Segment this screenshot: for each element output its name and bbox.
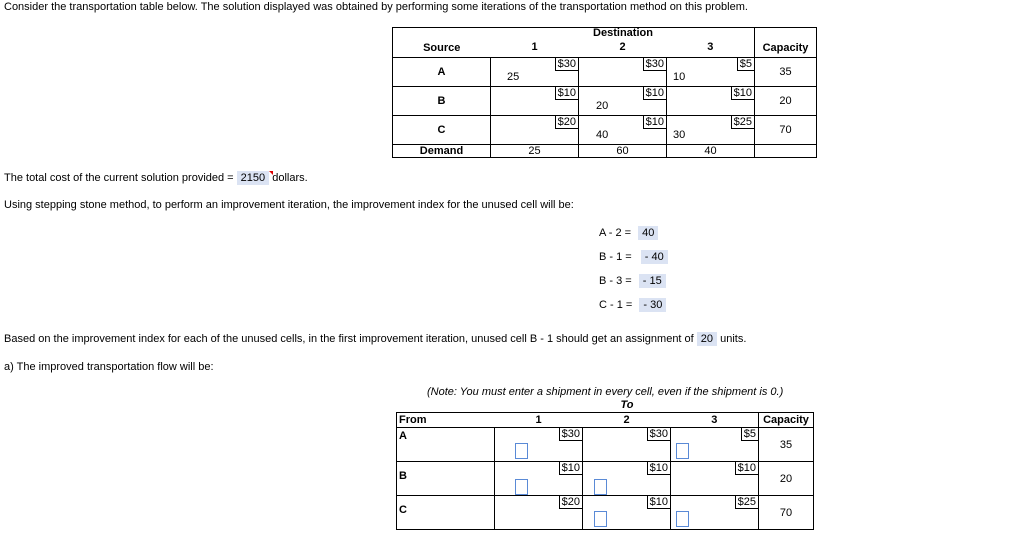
demand-row	[393, 145, 817, 158]
index-label: B - 1 =	[599, 251, 632, 263]
shipment-input[interactable]	[676, 443, 689, 459]
from-c-label: C	[397, 496, 495, 530]
index-value[interactable]: - 40	[641, 250, 668, 264]
demand-3: 40	[667, 145, 755, 158]
index-label: B - 3 =	[599, 275, 632, 287]
index-row	[599, 227, 658, 239]
cost-label: $10	[555, 87, 578, 100]
shipment-input[interactable]	[515, 479, 528, 495]
stepping-stone-text: Using stepping stone method, to perform an improvement iteration, the improvement index for the unused cell will be:	[4, 199, 574, 211]
index-value[interactable]: - 15	[639, 274, 666, 288]
capacity-header: Capacity	[755, 28, 817, 58]
cost-label: $25	[735, 496, 758, 509]
cost-label: $30	[647, 428, 670, 441]
cell-b1	[495, 462, 583, 496]
index-label: A - 2 =	[599, 227, 632, 239]
demand-2: 60	[579, 145, 667, 158]
demand-1: 25	[491, 145, 579, 158]
dest-header-1: 1	[495, 413, 583, 428]
cost-label: $20	[555, 116, 578, 129]
cell-a3	[667, 58, 755, 87]
cost-label: $20	[559, 496, 582, 509]
cell-c3	[671, 496, 759, 530]
demand-label: Demand	[393, 145, 491, 158]
dest-header-2: 2	[583, 413, 671, 428]
table-row	[393, 116, 817, 145]
note-text: (Note: You must enter a shipment in every cell, even if the shipment is 0.)	[427, 386, 784, 398]
cost-label: $30	[559, 428, 582, 441]
shipment-input[interactable]	[594, 511, 607, 527]
cell-c2	[583, 496, 671, 530]
part-a-text: a) The improved transportation flow will be:	[4, 361, 214, 373]
capacity-header: Capacity	[759, 413, 814, 428]
cost-label: $30	[555, 58, 578, 71]
dest-header-1: 1	[491, 28, 579, 58]
source-c-label: C	[393, 116, 491, 145]
index-value[interactable]: - 30	[639, 298, 666, 312]
total-cost-prefix: The total cost of the current solution provided =	[4, 172, 234, 184]
cost-label: $10	[647, 462, 670, 475]
table-row	[393, 87, 817, 116]
destination-label: Destination	[593, 27, 653, 39]
cell-a1	[491, 58, 579, 87]
cell-c1	[495, 496, 583, 530]
allocation-value: 30	[673, 129, 686, 141]
cost-label: $10	[731, 87, 754, 100]
from-header: From	[397, 413, 495, 428]
source-b-label: B	[393, 87, 491, 116]
cell-c2	[579, 116, 667, 145]
assignment-value[interactable]: 20	[697, 332, 717, 346]
capacity-a: 35	[759, 428, 814, 462]
intro-text: Consider the transportation table below. The solution displayed was obtained by performing some iterations of the transportation method on this problem.	[4, 1, 748, 13]
table-row	[393, 58, 817, 87]
from-b-label: B	[397, 462, 495, 496]
index-label: C - 1 =	[599, 299, 633, 311]
cost-label: $10	[647, 496, 670, 509]
dest-header-2: 2	[579, 28, 667, 58]
assignment-suffix: units.	[720, 333, 747, 345]
to-label: To	[620, 399, 634, 411]
cell-c1	[491, 116, 579, 145]
cost-label: $10	[643, 87, 666, 100]
cell-b2	[579, 87, 667, 116]
source-a-label: A	[393, 58, 491, 87]
table-row	[397, 462, 814, 496]
table-row	[397, 428, 814, 462]
cost-label: $30	[643, 58, 666, 71]
cell-b3	[667, 87, 755, 116]
cell-a2	[579, 58, 667, 87]
cell-a1	[495, 428, 583, 462]
assignment-prefix: Based on the improvement index for each of the unused cells, in the first improvement iteration, unused cell B - 1 should get an assignment of	[4, 333, 694, 345]
index-row	[599, 299, 666, 311]
total-cost-value[interactable]: 2150	[237, 171, 269, 185]
capacity-c: 70	[755, 116, 817, 145]
table-row	[397, 496, 814, 530]
cost-label: $10	[735, 462, 758, 475]
allocation-value: 10	[673, 71, 686, 83]
capacity-b: 20	[755, 87, 817, 116]
cost-label: $10	[643, 116, 666, 129]
index-row	[599, 251, 668, 263]
capacity-a: 35	[755, 58, 817, 87]
demand-capacity-empty	[755, 145, 817, 158]
assignment-line	[4, 333, 746, 345]
cell-c3	[667, 116, 755, 145]
cell-a2	[583, 428, 671, 462]
from-a-label: A	[397, 428, 495, 462]
comment-marker-icon	[269, 171, 273, 175]
index-row	[599, 275, 666, 287]
shipment-input[interactable]	[594, 479, 607, 495]
allocation-value: 40	[596, 129, 609, 141]
shipment-input[interactable]	[676, 511, 689, 527]
cost-label: $25	[731, 116, 754, 129]
cost-label: $5	[741, 428, 758, 441]
cell-b2	[583, 462, 671, 496]
dest-header-3: 3	[671, 413, 759, 428]
allocation-value: 20	[596, 100, 609, 112]
source-header: Source	[393, 28, 491, 58]
cell-a3	[671, 428, 759, 462]
capacity-b: 20	[759, 462, 814, 496]
allocation-value: 25	[507, 71, 520, 83]
dest-header-3: 3	[667, 28, 755, 58]
capacity-c: 70	[759, 496, 814, 530]
cost-label: $10	[559, 462, 582, 475]
index-value[interactable]: 40	[638, 226, 658, 240]
cost-label: $5	[737, 58, 754, 71]
total-cost-suffix: dollars.	[272, 172, 308, 184]
cell-b3	[671, 462, 759, 496]
shipment-input[interactable]	[515, 443, 528, 459]
cell-b1	[491, 87, 579, 116]
total-cost-line	[4, 172, 308, 184]
